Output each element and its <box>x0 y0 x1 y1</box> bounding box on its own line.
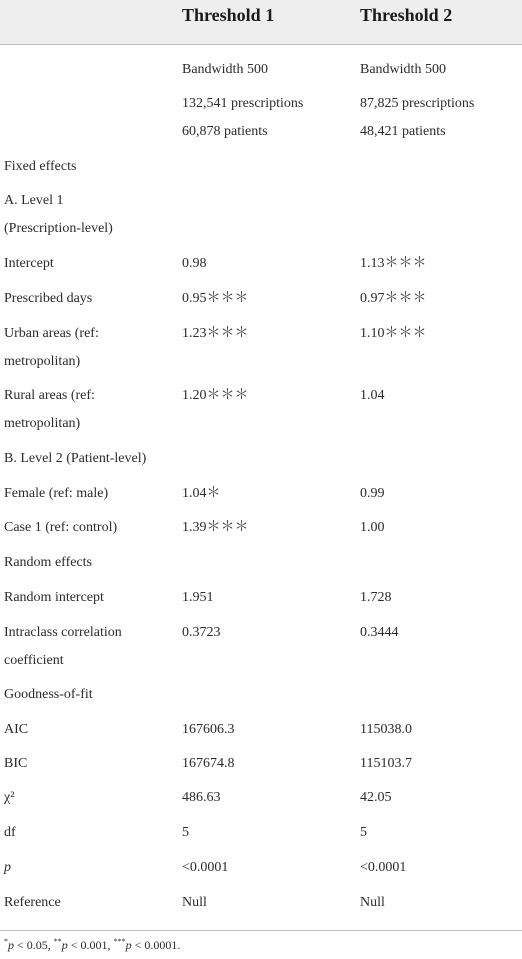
row-label: AIC <box>4 722 29 737</box>
info-patients-t2: 48,421 patients <box>360 124 446 139</box>
significance-footnote: *p < 0.05, **p < 0.001, ***p < 0.0001. <box>4 937 181 952</box>
info-bandwidth-t1: Bandwidth 500 <box>182 62 268 77</box>
info-bandwidth-t2: Bandwidth 500 <box>360 62 446 77</box>
row-value-threshold-2: 115038.0 <box>360 722 412 737</box>
row-value-threshold-2: Null <box>360 895 385 910</box>
row-value-threshold-2: 0.99 <box>360 486 385 501</box>
column-header-threshold-1: Threshold 1 <box>182 5 275 25</box>
row-value-threshold-1: 0.98 <box>182 256 207 271</box>
row-label: p <box>4 860 11 875</box>
row-value-threshold-2: <0.0001 <box>360 860 407 875</box>
row-label: metropolitan) <box>4 416 81 431</box>
row-value-threshold-1: Null <box>182 895 207 910</box>
row-label: metropolitan) <box>4 354 81 369</box>
column-header-threshold-2: Threshold 2 <box>360 5 453 25</box>
row-label: Random intercept <box>4 590 104 605</box>
row-value-threshold-1: 5 <box>182 825 189 840</box>
row-value-threshold-1: 1.23＊＊＊ <box>182 326 249 341</box>
info-prescriptions-t2: 87,825 prescriptions <box>360 96 475 111</box>
info-patients-t1: 60,878 patients <box>182 124 268 139</box>
row-value-threshold-2: 0.97＊＊＊ <box>360 291 427 306</box>
row-value-threshold-1: 0.95＊＊＊ <box>182 291 249 306</box>
row-value-threshold-1: 0.3723 <box>182 625 221 640</box>
row-label: A. Level 1 <box>4 193 64 208</box>
info-prescriptions-t1: 132,541 prescriptions <box>182 96 304 111</box>
row-label: Intraclass correlation <box>4 625 122 640</box>
row-label: Prescribed days <box>4 291 93 306</box>
row-label: Intercept <box>4 256 54 271</box>
row-value-threshold-2: 1.10＊＊＊ <box>360 326 427 341</box>
row-label: Random effects <box>4 555 92 570</box>
row-label: Fixed effects <box>4 159 77 174</box>
row-label: df <box>4 825 16 840</box>
row-value-threshold-1: 1.951 <box>182 590 214 605</box>
row-label: Goodness-of-fit <box>4 687 93 702</box>
row-value-threshold-2: 1.728 <box>360 590 392 605</box>
row-value-threshold-1: 167674.8 <box>182 756 235 771</box>
row-value-threshold-2: 1.00 <box>360 520 385 535</box>
row-label: (Prescription-level) <box>4 221 113 236</box>
row-value-threshold-1: 1.04＊ <box>182 486 221 501</box>
row-value-threshold-1: <0.0001 <box>182 860 229 875</box>
row-value-threshold-2: 1.13＊＊＊ <box>360 256 427 271</box>
row-value-threshold-2: 0.3444 <box>360 625 399 640</box>
row-value-threshold-2: 5 <box>360 825 367 840</box>
row-label: Rural areas (ref: <box>4 388 95 403</box>
row-label: χ² <box>4 790 15 805</box>
row-value-threshold-2: 1.04 <box>360 388 385 403</box>
row-value-threshold-2: 115103.7 <box>360 756 412 771</box>
row-label: Urban areas (ref: <box>4 326 99 341</box>
row-label: BIC <box>4 756 28 771</box>
header-rule <box>0 44 522 45</box>
row-value-threshold-1: 486.63 <box>182 790 221 805</box>
row-label: B. Level 2 (Patient-level) <box>4 451 147 466</box>
row-label: Reference <box>4 895 61 910</box>
row-label: Female (ref: male) <box>4 486 109 501</box>
row-value-threshold-1: 167606.3 <box>182 722 235 737</box>
row-value-threshold-1: 1.20＊＊＊ <box>182 388 249 403</box>
row-value-threshold-1: 1.39＊＊＊ <box>182 520 249 535</box>
row-label: coefficient <box>4 653 64 668</box>
row-value-threshold-2: 42.05 <box>360 790 392 805</box>
row-label: Case 1 (ref: control) <box>4 520 118 535</box>
